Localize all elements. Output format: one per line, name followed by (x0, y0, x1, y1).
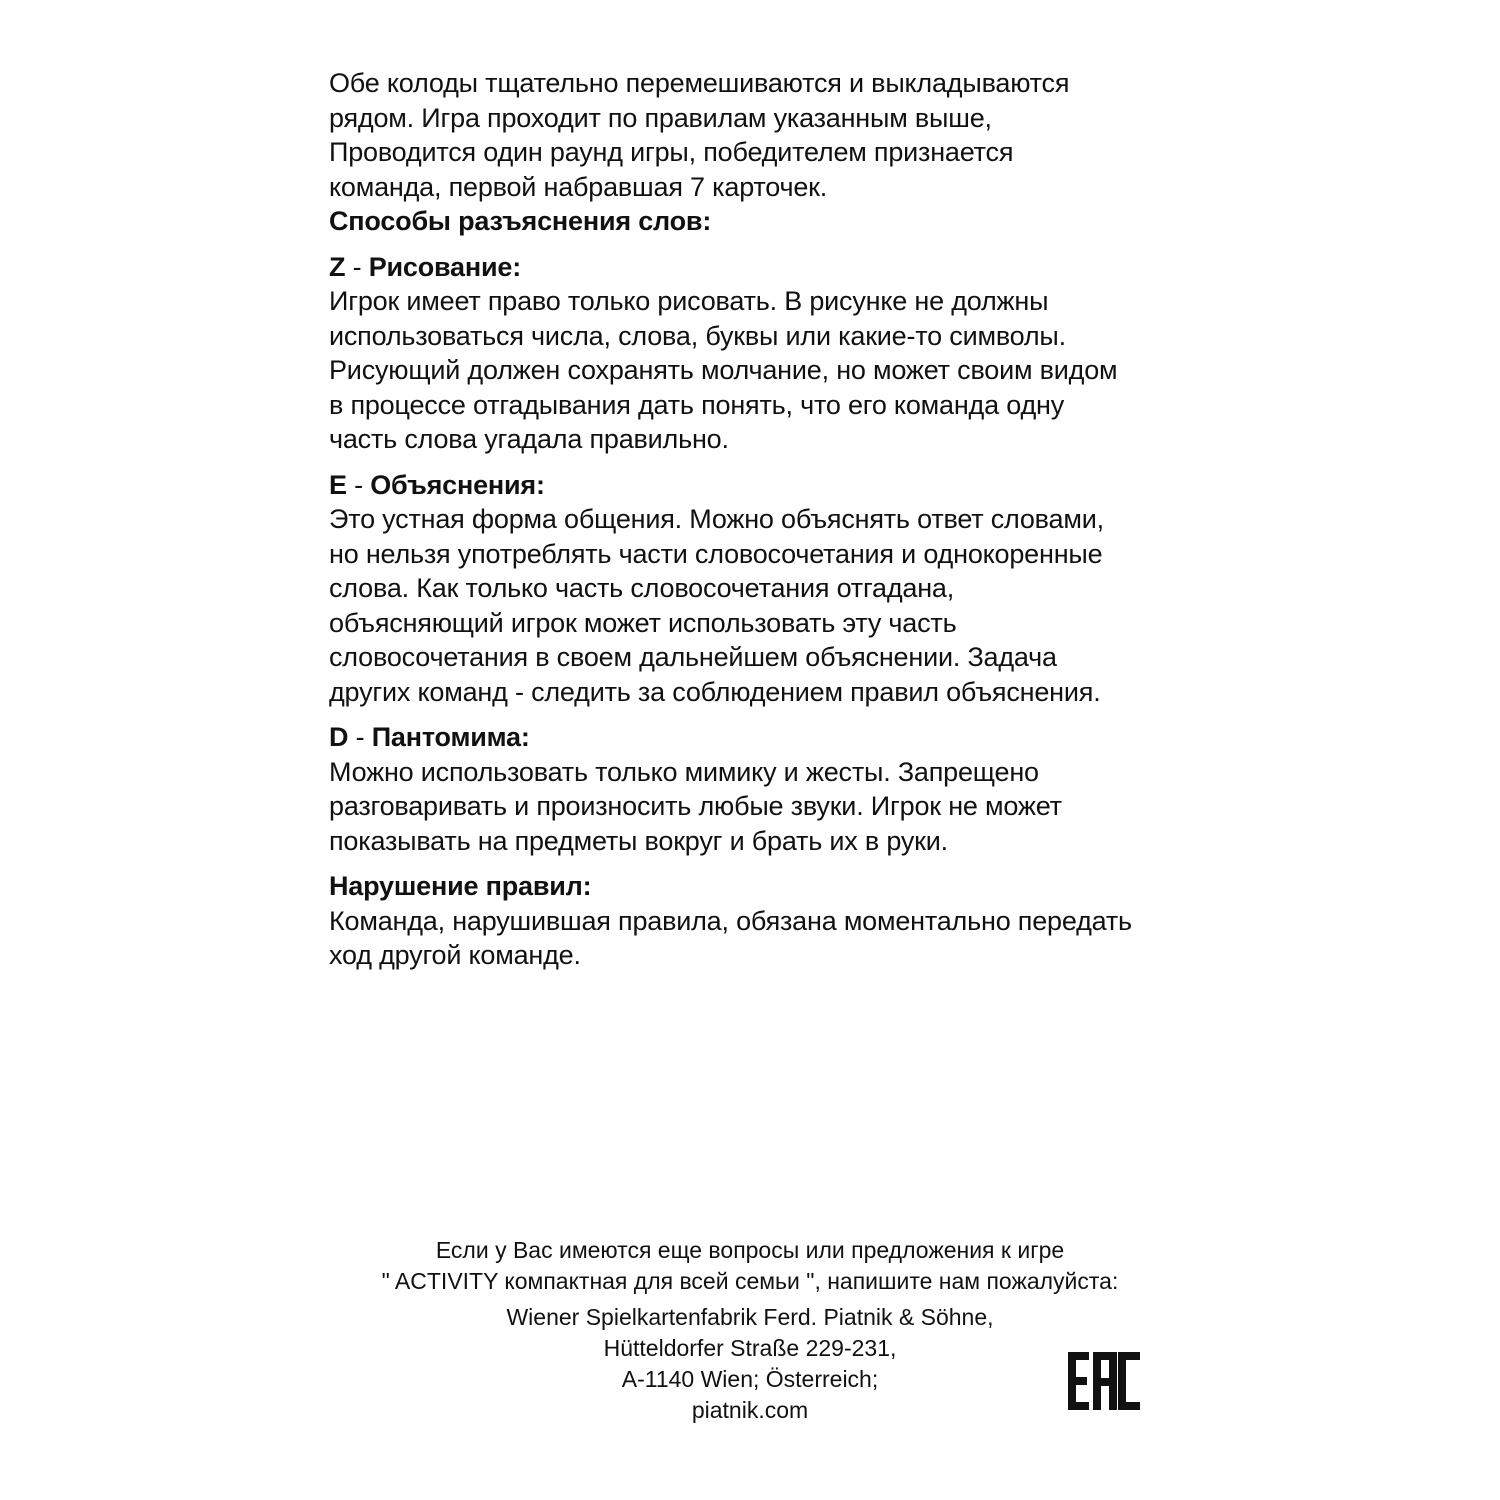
section-heading (329, 250, 1179, 285)
section-heading (329, 720, 1179, 755)
section-line: Можно использовать только мимику и жесты. Запрещено (329, 756, 1039, 787)
address-line: A-1140 Wien; Österreich; (621, 1366, 879, 1392)
section-line: часть слова угадала правильно. (329, 424, 729, 454)
section-line: объясняющий игрок может использовать эту часть (329, 607, 957, 638)
contact-question-line: Если у Вас имеются еще вопросы или предложения к игре (435, 1237, 1065, 1263)
website-line: piatnik.com (691, 1397, 809, 1423)
eac-letter-c (1122, 1356, 1140, 1406)
section-line: других команд - следить за соблюдением правил объяснения. (329, 676, 1101, 707)
intro-line: Проводится один раунд игры, победителем признается (329, 137, 1014, 167)
section-line: словосочетания в своем дальнейшем объяснении. Задача (329, 642, 1057, 672)
eac-letter-e (1072, 1356, 1089, 1406)
violation-line: ход другой команде. (329, 940, 581, 970)
intro-line: Обе колоды тщательно перемешиваются и выкладываются (329, 68, 1070, 98)
section-pantomime (329, 720, 1179, 858)
section-line: слова. Как только часть словосочетания отгадана, (329, 573, 955, 603)
section-drawing (329, 250, 1179, 457)
section-violation (329, 869, 1179, 973)
contact-address (300, 1302, 1200, 1426)
section-line: Это устная форма общения. Можно объяснять ответ словами, (329, 504, 1104, 534)
address-line: Hütteldorfer Straße 229-231, (603, 1335, 897, 1361)
section-separator: - (345, 251, 369, 282)
section-letter: Z (329, 251, 346, 282)
violation-heading: Нарушение правил: (329, 871, 592, 901)
contact-question-line: " ACTIVITY компактная для всей семьи ", напишите нам пожалуйста: (381, 1268, 1119, 1294)
section-line: разговаривать и произносить любые звуки. Игрок не может (329, 791, 1062, 821)
section-title: Объяснения: (370, 469, 545, 500)
intro-line: рядом. Игра проходит по правилам указанным выше, (329, 102, 992, 133)
eac-mark-icon (1068, 1352, 1142, 1410)
section-explanations (329, 468, 1179, 710)
intro-paragraph (329, 66, 1179, 204)
section-title: Рисование: (368, 251, 521, 282)
address-line: Wiener Spielkartenfabrik Ferd. Piatnik & Söhne, (506, 1304, 994, 1330)
section-line: показывать на предметы вокруг и брать их в руки. (329, 825, 948, 856)
section-title: Пантомима: (371, 722, 530, 752)
section-line: использоваться числа, слова, буквы или какие-то символы. (329, 320, 1066, 351)
eac-letters (1072, 1356, 1140, 1410)
eac-letter-a (1097, 1356, 1113, 1410)
methods-heading: Способы разъяснения слов: (329, 206, 712, 236)
section-heading (329, 468, 1179, 503)
section-line: Рисующий должен сохранять молчание, но может своим видом (329, 355, 1118, 385)
violation-line: Команда, нарушившая правила, обязана моментально передать (329, 905, 1132, 936)
section-line: Игрок имеет право только рисовать. В рисунке не должны (329, 286, 1049, 316)
contact-block (300, 1235, 1200, 1426)
rules-text (329, 66, 1179, 973)
section-letter: D (329, 722, 349, 752)
section-line: но нельзя употреблять части словосочетания и однокоренные (329, 538, 1103, 569)
section-letter: E (329, 469, 347, 500)
section-separator: - (348, 722, 372, 752)
section-separator: - (346, 469, 371, 500)
intro-line: команда, первой набравшая 7 карточек. (329, 171, 828, 202)
section-line: в процессе отгадывания дать понять, что его команда одну (329, 389, 1065, 420)
